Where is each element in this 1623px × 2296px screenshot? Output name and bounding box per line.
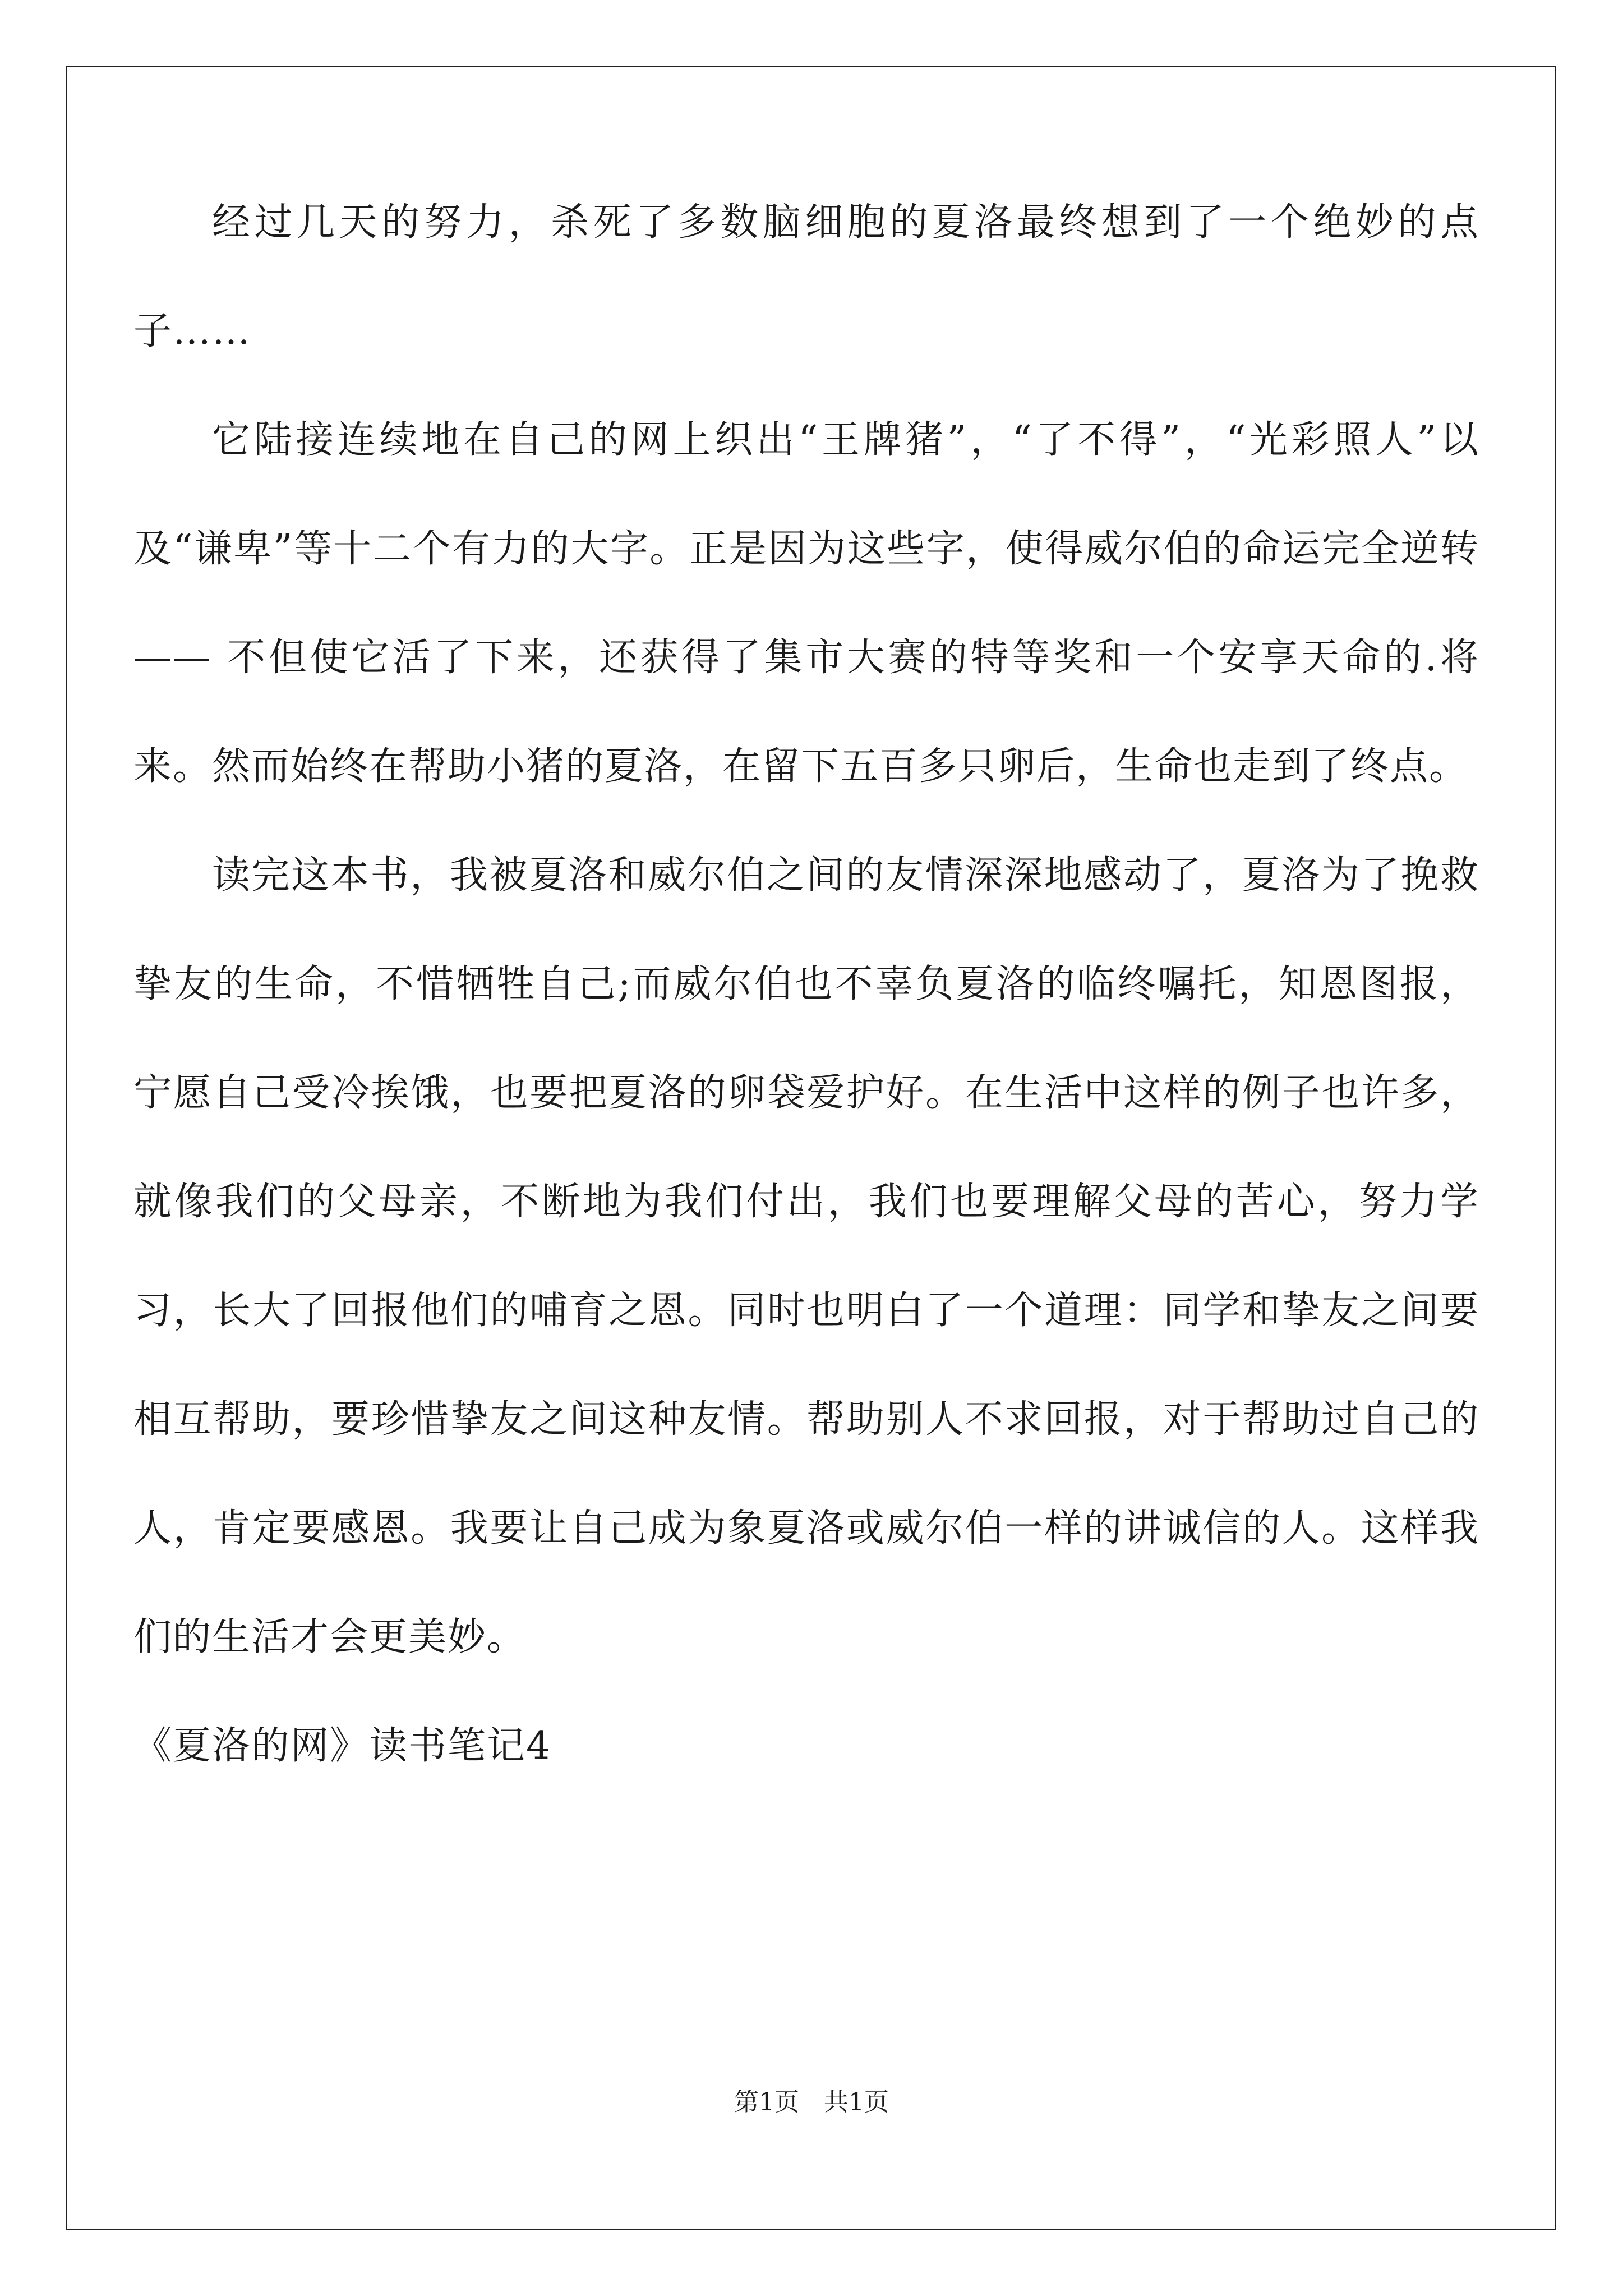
paragraph: 经过几天的努力，杀死了多数脑细胞的夏洛最终想到了一个绝妙的点子…… <box>133 200 1479 353</box>
section-title: 《夏洛的网》读书笔记4 <box>133 1724 552 1768</box>
document-body <box>133 168 1479 1801</box>
page-footer <box>0 2086 1623 2119</box>
page-number: 第1页 <box>734 2088 799 2116</box>
page-total: 共1页 <box>824 2088 889 2116</box>
paragraph: 它陆接连续地在自己的网上织出“王牌猪”，“了不得”，“光彩照人”以及“谦卑”等十二个有力的大字。正是因为这些字，使得威尔伯的命运完全逆转 —— 不但使它活了下来，还获得了集市大赛的特等奖和一个安享天命的.将来。然而始终在帮助小猪的夏洛，在留下五百多只卵后，生命也走到了终点。 <box>133 418 1479 789</box>
paragraph: 读完这本书，我被夏洛和威尔伯之间的友情深深地感动了，夏洛为了挽救挚友的生命，不惜牺牲自己;而威尔伯也不辜负夏洛的临终嘱托，知恩图报，宁愿自己受冷挨饿，也要把夏洛的卵袋爱护好。在生活中这样的例子也许多，就像我们的父母亲，不断地为我们付出，我们也要理解父母的苦心，努力学习，长大了回报他们的哺育之恩。同时也明白了一个道理：同学和挚友之间要相互帮助，要珍惜挚友之间这种友情。帮助别人不求回报，对于帮助过自己的人，肯定要感恩。我要让自己成为象夏洛或威尔伯一样的讲诚信的人。这样我们的生活才会更美妙。 <box>133 853 1479 1659</box>
